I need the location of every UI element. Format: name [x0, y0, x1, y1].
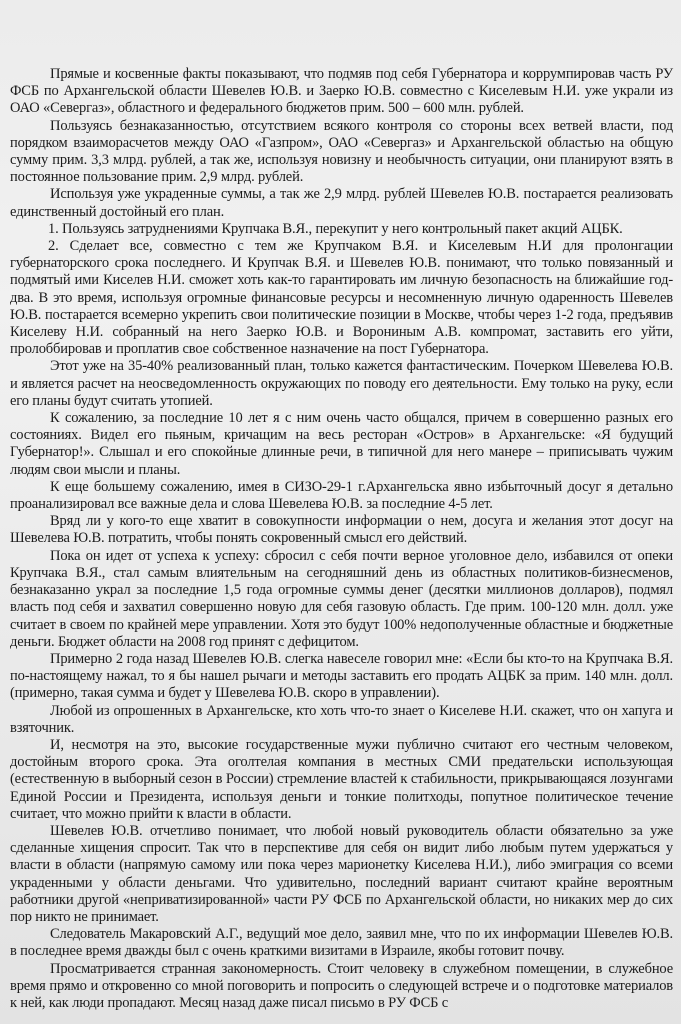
paragraph-10: Любой из опрошенных в Архангельске, кто хоть что-то знает о Киселеве Н.И. скажет, что он хапуга и взяточник.: [10, 702, 673, 736]
list-item-2: 2. Сделает все, совместно с тем же Крупчаком В.Я. и Киселевым Н.И для пролонгации губернаторского срока последнего. И Крупчак В.Я. и Шевелев Ю.В. понимают, что только повязанный и подмятый ими Киселев Н.И. сможет хоть как-то гарантировать им личную безопасность на ближайшие год-два. В это время, используя огромные финансовые ресурсы и несомненную личную одаренность Шевелев Ю.В. постарается всемерно укрепить свои политические позиции в Москве, чтобы через 1-2 года, предъявив Киселеву Н.И. собранный на него Заерко Ю.В. и Ворониным А.В. компромат, заставить его уйти, пролоббировав и проплатив свое собственное назначение на пост Губернатора.: [10, 238, 673, 358]
list-item-1: 1. Пользуясь затруднениями Крупчака В.Я., перекупит у него контрольный пакет акций АЦБК.: [48, 220, 623, 237]
paragraph-12: Шевелев Ю.В. отчетливо понимает, что любой новый руководитель области обязательно за уже сделанные хищения спросит. Так что в перспективе для себя он видит либо любым путем удержаться у власти в области (напрямую самому или пока через марионетку Киселева Н.И.), либо эмиграция со всеми украденными у области деньгами. Что удивительно, последний вариант считают крайне вероятным работники другой «неприватизированной» части РУ ФСБ по Архангельской области, но никаких мер до сих пор никто не принимает.: [10, 822, 673, 925]
paragraph-9: Примерно 2 года назад Шевелев Ю.В. слегка навеселе говорил мне: «Если бы кто-то на Крупчака В.Я. по-настоящему нажал, то я бы нашел рычаги и методы заставить его продать АЦБК за прим. 140 млн. долл. (примерно, такая сумма и будет у Шевелева Ю.В. скоро в управлении).: [10, 650, 673, 702]
paragraph-6: К еще большему сожалению, имея в СИЗО-29-1 г.Архангельска явно избыточный досуг я детально проанализировал все важные дела и слова Шевелева Ю.В. за последние 4-5 лет.: [10, 478, 673, 513]
paragraph-8: Пока он идет от успеха к успеху: сбросил с себя почти верное уголовное дело, избавился от опеки Крупчака В.Я., стал самым влиятельным на сегодняшний день из областных политиков-бизнесменов, безнаказанно украл за последние 1,5 года огромные суммы денег (десятки миллионов долларов), подмял власть под себя и захватил совершенно новую для себя газовую область. Где прим. 100-120 млн. долл. уже считает в своем по крайней мере управлении. Хотя это будут 100% недополученные областные и бюджетные деньги. Бюджет области на 2008 год принят с дефицитом.: [10, 547, 673, 650]
paragraph-4: Этот уже на 35-40% реализованный план, только кажется фантастическим. Почерком Шевелева Ю.В. и является расчет на неосведомленность окружающих по поводу его деятельности. Ему только на руку, если его планы будут считать утопией.: [10, 358, 673, 409]
paragraph-7: Вряд ли у кого-то еще хватит в совокупности информации о нем, досуга и желания этот досуг на Шевелева Ю.В. потратить, чтобы понять сокровенный смысл его действий.: [10, 513, 673, 547]
paragraph-3: Используя уже украденные суммы, а так же 2,9 млрд. рублей Шевелев Ю.В. постарается реализовать единственный достойный его план.: [10, 186, 673, 220]
paragraph-11: И, несмотря на это, высокие государственные мужи публично считают его честным человеком, достойным второго срока. Эта оголтелая компания в местных СМИ предательски использующая (естественную в выборный сезон в России) стремление властей к стабильности, прикрывающаяся лозунгами Единой России и Президента, используя деньги и тонкие политходы, попутное политическое течение считает, что можно прийти к власти в области.: [10, 736, 673, 822]
paragraph-2: Пользуясь безнаказанностью, отсутствием всякого контроля со стороны всех ветвей власти, под порядком взаиморасчетов между ОАО «Газпром», ОАО «Севергаз» и Архангельской областью на общую сумму прим. 3,3 млрд. рублей, а так же, используя новизну и необычность ситуации, они планируют взять в постоянное пользование прим. 2,9 млрд. рублей.: [10, 117, 673, 186]
paragraph-5: К сожалению, за последние 10 лет я с ним очень часто общался, причем в совершенно разных его состояниях. Видел его пьяным, кричащим на весь ресторан «Остров» в Архангельске: «Я будущий Губернатор!». Слышал и его спокойные длинные речи, в типичной для него манере – приписывать чужим людям свои мысли и планы.: [10, 410, 673, 478]
paragraph-14: Просматривается странная закономерность. Стоит человеку в служебном помещении, в служебное время прямо и откровенно со мной поговорить и попросить о следующей встрече и о подготовке материалов к ней, как люди пропадают. Месяц назад даже писал письмо в РУ ФСБ с: [10, 960, 673, 1011]
paragraph-1: Прямые и косвенные факты показывают, что подмяв под себя Губернатора и коррумпировав часть РУ ФСБ по Архангельской области Шевелев Ю.В. и Заерко Ю.В. совместно с Киселевым Н.И. уже украли из ОАО «Севергаз», областного и федерального бюджетов прим. 500 – 600 млн. рублей.: [10, 66, 673, 117]
document-body: [10, 66, 673, 1012]
paragraph-13: Следователь Макаровский А.Г., ведущий мое дело, заявил мне, что по их информации Шевелев Ю.В. в последнее время дважды был с очень краткими визитами в Израиле, якобы готовит почву.: [10, 926, 673, 960]
